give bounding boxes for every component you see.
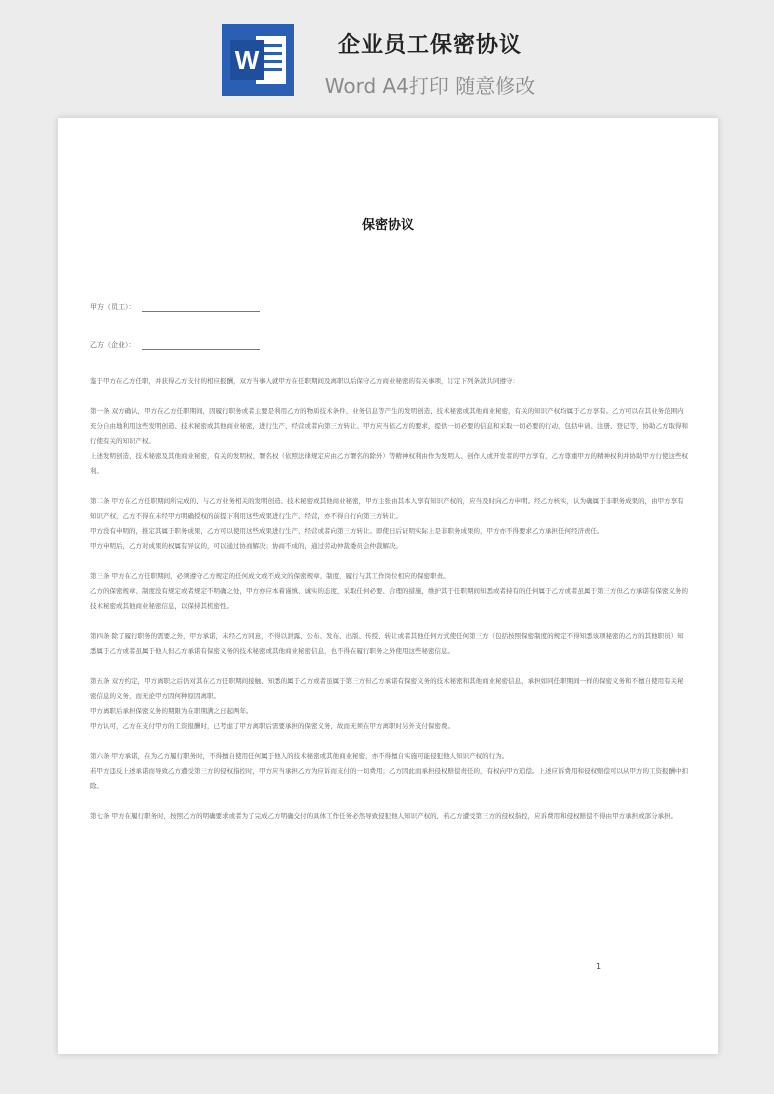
party-b-field	[90, 340, 260, 350]
paragraph: 第七条 甲方在履行职务时，按照乙方的明确要求或者为了完成乙方明确交付的具体工作任务必然导致侵犯他人知识产权的，若乙方遭受第三方的侵权指控，应诉费用和侵权赔偿不得由甲方承担或部分承担。	[90, 812, 678, 820]
party-a-blank[interactable]	[142, 304, 260, 312]
party-a-field	[90, 302, 260, 312]
document-body	[90, 374, 690, 839]
paragraph: 甲方认可，乙方在支付甲方的工资报酬时，已考虑了甲方离职后需要承担的保密义务，故而无须在甲方离职时另外支付保密费。	[90, 722, 454, 730]
paragraph: 第六条 甲方承诺，在为乙方履行职务时，不得擅自使用任何属于他人的技术秘密或其他商业秘密，亦不得擅自实施可能侵犯他人知识产权的行为。	[90, 752, 509, 760]
word-icon	[222, 24, 294, 96]
paragraph: 第三条 甲方在乙方任职期间，必须遵守乙方规定的任何成文或不成文的保密规章、制度，履行与其工作岗位相应的保密职责。	[90, 572, 450, 580]
word-icon-letter: W	[234, 45, 260, 75]
paragraph: 乙方的保密规章、制度没有规定或者规定不明确之处，甲方亦应本着谨慎、诚实的态度，采取任何必要、合理的措施，维护其于任职期间知悉或者持有的任何属于乙方或者虽属于第三方但乙方承诺有保密义务的技术秘密或其他商业秘密信息，以保持其机密性。	[90, 587, 688, 610]
paragraph: 第二条 甲方在乙方任职期间所完成的、与乙方业务相关的发明创造、技术秘密或其他商业秘密，甲方主张由其本人享有知识产权的，应当及时向乙方申明。经乙方核实，认为确属于非职务成果的，由甲方享有知识产权，乙方不得在未经甲方明确授权的前提下利用这些成果进行生产、经营，亦不得自行向第三方转让。	[90, 497, 684, 520]
paragraph: 上述发明创造、技术秘密及其他商业秘密，有关的发明权、署名权（依照法律规定应由乙方署名的除外）等精神权利由作为发明人、创作人或开发者的甲方享有，乙方尊重甲方的精神权利并协助甲方行使这些权利。	[90, 452, 688, 475]
header-banner	[0, 0, 774, 110]
page-number: 1	[596, 962, 602, 971]
paragraph: 甲方离职后承担保密义务的期限为在职期满之日起两年。	[90, 707, 253, 715]
paragraph: 甲方没有申明的，推定其属于职务成果，乙方可以使用这些成果进行生产、经营或者向第三方转让。即使日后证明实际上是非职务成果的，甲方亦不得要求乙方承担任何经济责任。	[90, 527, 604, 535]
banner-subtitle: Word A4打印 随意修改	[324, 74, 536, 98]
party-b-label: 乙方（企业）：	[90, 341, 136, 349]
document-page	[58, 118, 718, 1054]
paragraph: 第四条 除了履行职务的需要之外，甲方承诺，未经乙方同意，不得以泄露、公布、发布、出版、传授、转让或者其他任何方式使任何第三方（包括按照保密制度的规定不得知悉该项秘密的乙方的其他职员）知悉属于乙方或者虽属于他人但乙方承诺有保密义务的技术秘密或其他商业秘密信息，也不得在履行职务之外使用这些秘密信息。	[90, 632, 684, 655]
banner-title: 企业员工保密协议	[337, 33, 522, 58]
party-a-label: 甲方（员工）：	[90, 303, 136, 311]
paragraph: 第五条 双方约定，甲方离职之后仍对其在乙方任职期间接触、知悉的属于乙方或者虽属于第三方但乙方承诺有保密义务的技术秘密和其他商业秘密信息，承担如同任职期间一样的保密义务和不擅自使用有关秘密信息的义务，而无论甲方因何种原因离职。	[90, 677, 684, 700]
paragraph: 甲方申明后，乙方对成果的权属有异议的，可以通过协商解决；协商不成的，通过劳动仲裁委员会仲裁解决。	[90, 542, 402, 550]
document-title: 保密协议	[361, 218, 414, 233]
paragraph: 第一条 双方确认，甲方在乙方任职期间，因履行职务或者主要是利用乙方的物质技术条件、业务信息等产生的发明创造、技术秘密或其他商业秘密，有关的知识产权均属于乙方享有。乙方可以在其业务范围内充分自由地利用这些发明创造、技术秘密或其他商业秘密，进行生产、经营或者向第三方转让。甲方应当依乙方的要求，提供一切必要的信息和采取一切必要的行动，包括申请、注册、登记等，协助乙方取得和行使有关的知识产权。	[90, 407, 688, 445]
paragraph: 鉴于甲方在乙方任职，并获得乙方支付的相应报酬，双方当事人就甲方在任职期间及离职以后保守乙方商业秘密的有关事项，订定下列条款共同遵守：	[90, 377, 519, 385]
paragraph: 若甲方违反上述承诺而导致乙方遭受第三方的侵权指控时，甲方应当承担乙方为应诉而支付的一切费用；乙方因此而承担侵权赔偿责任的，有权向甲方追偿。上述应诉费用和侵权赔偿可以从甲方的工资报酬中扣除。	[90, 767, 688, 790]
party-b-blank[interactable]	[142, 342, 260, 350]
